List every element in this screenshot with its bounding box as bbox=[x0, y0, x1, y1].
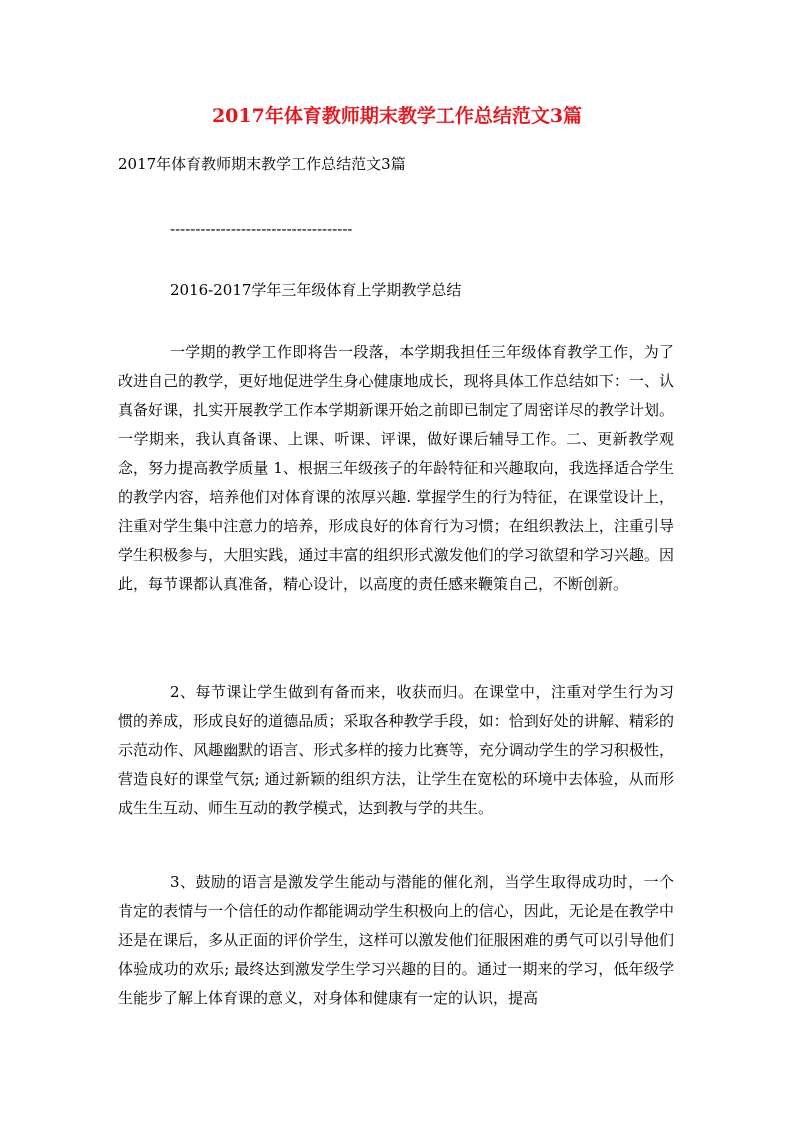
section-heading: 2016-2017学年三年级体育上学期教学总结 bbox=[170, 281, 462, 299]
document-title: 2017年体育教师期末教学工作总结范文3篇 bbox=[211, 105, 583, 127]
document-subtitle: 2017年体育教师期末教学工作总结范文3篇 bbox=[118, 155, 406, 173]
paragraph-1: 一学期的教学工作即将告一段落，本学期我担任三年级体育教学工作，为了改进自己的教学，更好地促进学生身心健康地成长，现将具体工作总结如下：一、认真备好课，扎实开展教学工作本学期新课开始之前即已制定了周密详尽的教学计划。一学期来，我认真备课、上课、听课、评课，做好课后辅导工作。二、更新教学观念，努力提高教学质量 1、根据三年级孩子的年龄特征和兴趣取向，我选择适合学生的教学内容，培养他们对体育课的浓厚兴趣. 掌握学生的行为特征，在课堂设计上，注重对学生集中注意力的培养，形成良好的体育行为习惯；在组织教法上，注重引导学生积极参与，大胆实践，通过丰富的组织形式激发他们的学习欲望和学习兴趣。因此，每节课都认真准备，精心设计，以高度的责任感来鞭策自己，不断创新。 bbox=[118, 343, 674, 593]
paragraph-2: 2、每节课让学生做到有备而来，收获而归。在课堂中，注重对学生行为习惯的养成，形成良好的道德品质；采取各种教学手段，如：恰到好处的讲解、精彩的示范动作、风趣幽默的语言、形式多样的接力比赛等，充分调动学生的学习积极性，营造良好的课堂气氛; 通过新颖的组织方法，让学生在宽松的环境中去体验，从而形成生生互动、师生互动的教学模式，达到教与学的共生。 bbox=[118, 683, 674, 817]
dashed-divider: ------------------------------------ bbox=[170, 220, 353, 238]
paragraph-3: 3、鼓励的语言是激发学生能动与潜能的催化剂，当学生取得成功时，一个肯定的表情与一个信任的动作都能调动学生积极向上的信心，因此，无论是在教学中还是在课后，多从正面的评价学生，这样可以激发他们征服困难的勇气可以引导他们体验成功的欢乐; 最终达到激发学生学习兴趣的目的。通过一期来的学习，低年级学生能步了解上体育课的意义，对身体和健康有一定的认识，提高 bbox=[118, 873, 674, 1007]
